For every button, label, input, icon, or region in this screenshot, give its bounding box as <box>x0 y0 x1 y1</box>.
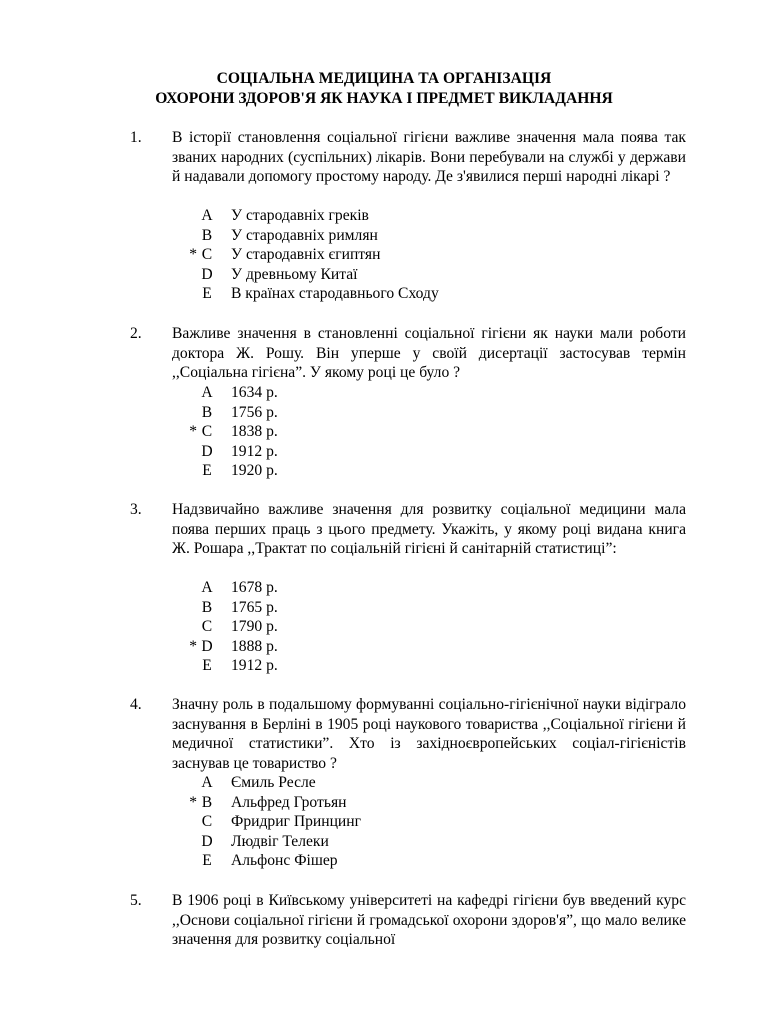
answer-options <box>0 578 768 676</box>
question-text: Значну роль в подальшому формуванні соціально-гігієнічної науки відіграло заснування в Берліні в 1905 році наукового товариства ,,Соціальної гігієни й медичної статистики”. Хто із західноєвропейських соціал-гігієністів заснував це товариство ? <box>172 696 686 772</box>
answer-option-b-correct: * B Альфред Гротьян <box>189 793 347 811</box>
answer-options <box>0 773 768 871</box>
question-text: В історії становлення соціальної гігієни важливе значення мала поява так званих народних (суспільних) лікарів. Вони перебували на службі у держави й надавали допомогу простому народу. Де з'явилися перші народні лікарі ? <box>172 129 686 185</box>
answer-option-b: B 1756 р. <box>201 403 278 421</box>
answer-option-a: A 1678 р. <box>201 579 278 596</box>
answer-options <box>0 206 768 304</box>
answer-option-e: E Альфонс Фішер <box>202 852 338 870</box>
answer-option-a: A У стародавніх греків <box>201 207 369 224</box>
title-line-2: ОХОРОНИ ЗДОРОВ'Я ЯК НАУКА І ПРЕДМЕТ ВИКЛАДАННЯ <box>155 89 613 107</box>
answer-option-d: D Людвіг Телеки <box>201 832 329 850</box>
answer-options <box>0 383 768 481</box>
answer-option-c: C Фридриг Принцинг <box>201 813 362 831</box>
question-number: 1. <box>130 129 142 146</box>
answer-option-d: D У древньому Китаї <box>201 265 358 283</box>
answer-option-e: E 1912 р. <box>202 657 278 675</box>
answer-option-e: E 1920 р. <box>202 462 278 480</box>
answer-option-c-correct: * C 1838 р. <box>189 423 278 441</box>
answer-option-d: D 1912 р. <box>201 442 278 460</box>
question-number: 2. <box>130 325 142 342</box>
question-number: 5. <box>130 892 142 909</box>
question-text: В 1906 році в Київському університеті на кафедрі гігієни був введений курс ,,Основи соціальної гігієни й громадської охорони здоров'я”, що мало велике значення для розвитку соціальної <box>172 892 686 948</box>
answer-option-e: E В країнах стародавнього Сходу <box>202 285 439 303</box>
answer-option-b: B У стародавніх римлян <box>201 226 378 244</box>
question-text: Важливе значення в становленні соціальної гігієни як науки мали роботи доктора Ж. Рошу. Він уперше у своїй дисертації застосував термін ,,Соціальна гігієна”. У якому році це було ? <box>172 325 686 381</box>
question-number: 3. <box>130 501 142 518</box>
answer-option-d-correct: * D 1888 р. <box>189 637 278 655</box>
answer-option-c: C 1790 р. <box>201 618 278 636</box>
answer-option-b: B 1765 р. <box>201 598 278 616</box>
question-text: Надзвичайно важливе значення для розвитку соціальної медицини мала поява перших праць з цього предмету. Укажіть, у якому році видана книга Ж. Рошара ,,Трактат по соціальній гігієні й санітарній статистиці”: <box>172 501 686 557</box>
answer-option-a: A 1634 р. <box>201 384 278 401</box>
title-line-1: СОЦІАЛЬНА МЕДИЦИНА ТА ОРГАНІЗАЦІЯ <box>216 70 552 87</box>
question-number: 4. <box>130 696 142 713</box>
answer-option-a: A Ємиль Ресле <box>201 774 316 791</box>
page-title <box>0 69 768 108</box>
answer-option-c-correct: * C У стародавніх єгиптян <box>189 246 381 264</box>
